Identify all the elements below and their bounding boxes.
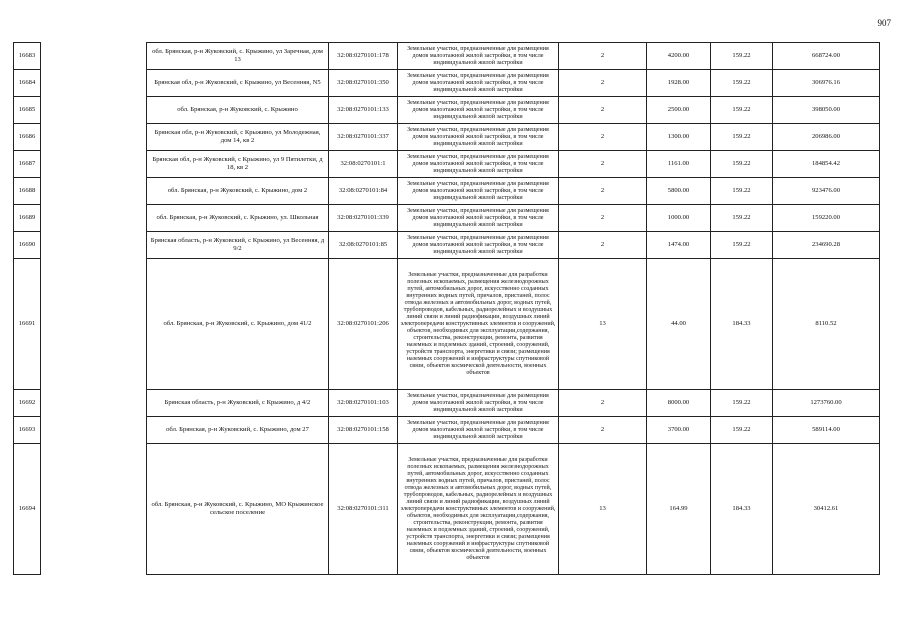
table-row [14, 124, 880, 151]
land-use-cell: Земельные участки, предназначенные для размещения домов малоэтажной жилой застройки, в том числе индивидуальной жилой застройки [398, 124, 559, 151]
group-cell: 2 [559, 70, 647, 97]
cadastral-value-cell: 159220.00 [773, 205, 880, 232]
group-cell: 2 [559, 390, 647, 417]
rate-cell: 159.22 [711, 232, 773, 259]
row-number: 16689 [14, 205, 41, 232]
rate-cell: 159.22 [711, 70, 773, 97]
cadastral-value-table [13, 42, 880, 575]
table-row [14, 151, 880, 178]
cadastral-number-cell: 32:08:0270101:337 [329, 124, 398, 151]
cadastral-value-cell: 306976.16 [773, 70, 880, 97]
spacer-cell [41, 232, 147, 259]
address-cell: обл. Брянская, р-н Жуковский, с. Крыжино, дом 41/2 [147, 259, 329, 390]
spacer-cell [41, 43, 147, 70]
group-cell: 2 [559, 124, 647, 151]
land-use-cell: Земельные участки, предназначенные для размещения домов малоэтажной жилой застройки, в том числе индивидуальной жилой застройки [398, 178, 559, 205]
cadastral-number-cell: 32:08:0270101:339 [329, 205, 398, 232]
land-use-cell: Земельные участки, предназначенные для разработки полезных ископаемых, размещения железнодорожных путей, автомобильных дорог, искусственно созданных внутренних водных путей, причалов, пристаней, полос отвода железных и автомобильных дорог, водных путей, трубопроводов, кабельных, радиорелейных и воздушных линий связи и линий радиофикации, воздушных линий электропередачи конструктивных элементов и сооружений, объектов, необходимых для эксплуатации,содержания, строительства, реконструкции, ремонта, развития наземных и подземных зданий, строений, сооружений, устройств транспорта, энергетики и связи; размещения наземных сооружений и инфраструктуры спутниковой связи, объектов космической деятельности, военных объектов [398, 259, 559, 390]
row-number: 16691 [14, 259, 41, 390]
rate-cell: 159.22 [711, 97, 773, 124]
spacer-cell [41, 444, 147, 575]
spacer-cell [41, 205, 147, 232]
rate-cell: 159.22 [711, 390, 773, 417]
cadastral-value-cell: 923476.00 [773, 178, 880, 205]
area-cell: 3700.00 [647, 417, 711, 444]
cadastral-value-cell: 589114.00 [773, 417, 880, 444]
row-number: 16688 [14, 178, 41, 205]
area-cell: 164.99 [647, 444, 711, 575]
cadastral-number-cell: 32:08:0270101:133 [329, 97, 398, 124]
land-use-cell: Земельные участки, предназначенные для размещения домов малоэтажной жилой застройки, в том числе индивидуальной жилой застройки [398, 70, 559, 97]
rate-cell: 159.22 [711, 417, 773, 444]
group-cell: 2 [559, 205, 647, 232]
cadastral-number-cell: 32:08:0270101:103 [329, 390, 398, 417]
area-cell: 5800.00 [647, 178, 711, 205]
rate-cell: 184.33 [711, 444, 773, 575]
spacer-cell [41, 390, 147, 417]
cadastral-number-cell: 32:08:0270101:350 [329, 70, 398, 97]
row-number: 16683 [14, 43, 41, 70]
spacer-cell [41, 151, 147, 178]
rate-cell: 159.22 [711, 151, 773, 178]
area-cell: 1928.00 [647, 70, 711, 97]
spacer-cell [41, 124, 147, 151]
row-number: 16684 [14, 70, 41, 97]
cadastral-value-cell: 8110.52 [773, 259, 880, 390]
address-cell: обл. Брянская, р-н Жуковский, с. Крыжино, ул. Школьная [147, 205, 329, 232]
area-cell: 1300.00 [647, 124, 711, 151]
row-number: 16693 [14, 417, 41, 444]
spacer-cell [41, 178, 147, 205]
land-use-cell: Земельные участки, предназначенные для размещения домов малоэтажной жилой застройки, в том числе индивидуальной жилой застройки [398, 97, 559, 124]
rate-cell: 159.22 [711, 124, 773, 151]
area-cell: 8000.00 [647, 390, 711, 417]
cadastral-value-cell: 1273760.00 [773, 390, 880, 417]
area-cell: 1474.00 [647, 232, 711, 259]
address-cell: обл. Брянская, р-н Жуковский, с. Крыжино, ул Заречная, дом 13 [147, 43, 329, 70]
spacer-cell [41, 259, 147, 390]
cadastral-number-cell: 32:08:0270101:158 [329, 417, 398, 444]
group-cell: 2 [559, 417, 647, 444]
cadastral-number-cell: 32:08:0270101:1 [329, 151, 398, 178]
area-cell: 4200.00 [647, 43, 711, 70]
cadastral-value-cell: 398050.00 [773, 97, 880, 124]
land-use-cell: Земельные участки, предназначенные для размещения домов малоэтажной жилой застройки, в том числе индивидуальной жилой застройки [398, 417, 559, 444]
area-cell: 44.00 [647, 259, 711, 390]
row-number: 16692 [14, 390, 41, 417]
rate-cell: 159.22 [711, 178, 773, 205]
table-row [14, 259, 880, 390]
area-cell: 1161.00 [647, 151, 711, 178]
address-cell: обл. Брянская, р-н Жуковский, с. Крыжино, дом 2 [147, 178, 329, 205]
address-cell: обл. Брянская, р-н Жуковский, с. Крыжино, МО Крыжинское сельское поселение [147, 444, 329, 575]
cadastral-value-cell: 206986.00 [773, 124, 880, 151]
cadastral-number-cell: 32:08:0270101:84 [329, 178, 398, 205]
area-cell: 1000.00 [647, 205, 711, 232]
cadastral-value-cell: 30412.61 [773, 444, 880, 575]
table-body [14, 43, 880, 575]
table-row [14, 417, 880, 444]
spacer-cell [41, 97, 147, 124]
land-use-cell: Земельные участки, предназначенные для размещения домов малоэтажной жилой застройки, в том числе индивидуальной жилой застройки [398, 43, 559, 70]
group-cell: 2 [559, 151, 647, 178]
table-row [14, 444, 880, 575]
rate-cell: 159.22 [711, 43, 773, 70]
cadastral-value-cell: 668724.00 [773, 43, 880, 70]
table-row [14, 43, 880, 70]
spacer-cell [41, 417, 147, 444]
group-cell: 13 [559, 444, 647, 575]
land-use-cell: Земельные участки, предназначенные для размещения домов малоэтажной жилой застройки, в том числе индивидуальной жилой застройки [398, 151, 559, 178]
address-cell: Брянская обл, р-н Жуковский, с Крыжино, ул 9 Пятилетки, д 18, кв 2 [147, 151, 329, 178]
land-use-cell: Земельные участки, предназначенные для размещения домов малоэтажной жилой застройки, в том числе индивидуальной жилой застройки [398, 205, 559, 232]
spacer-cell [41, 70, 147, 97]
table-row [14, 70, 880, 97]
cadastral-number-cell: 32:08:0270101:85 [329, 232, 398, 259]
address-cell: обл. Брянская, р-н Жуковский, с. Крыжино, дом 27 [147, 417, 329, 444]
land-use-cell: Земельные участки, предназначенные для разработки полезных ископаемых, размещения железнодорожных путей, автомобильных дорог, искусственно созданных внутренних водных путей, причалов, пристаней, полос отвода железных и автомобильных дорог, водных путей, трубопроводов, кабельных, радиорелейных и воздушных линий связи и линий радиофикации, воздушных линий электропередачи конструктивных элементов и сооружений, объектов, необходимых для эксплуатации,содержания, строительства, реконструкции, ремонта, развития наземных и подземных зданий, строений, сооружений, устройств транспорта, энергетики и связи; размещения наземных сооружений и инфраструктуры спутниковой связи, объектов космической деятельности, военных объектов [398, 444, 559, 575]
row-number: 16685 [14, 97, 41, 124]
table-row [14, 205, 880, 232]
address-cell: Брянская область, р-н Жуковский, с Крыжино, д 4/2 [147, 390, 329, 417]
table-row [14, 97, 880, 124]
cadastral-number-cell: 32:08:0270101:311 [329, 444, 398, 575]
area-cell: 2500.00 [647, 97, 711, 124]
address-cell: Брянская обл, р-н Жуковский, с Крыжино, ул Весенняя, N5 [147, 70, 329, 97]
table-row [14, 390, 880, 417]
table-row [14, 232, 880, 259]
row-number: 16686 [14, 124, 41, 151]
group-cell: 2 [559, 43, 647, 70]
cadastral-value-cell: 234690.28 [773, 232, 880, 259]
cadastral-number-cell: 32:08:0270101:206 [329, 259, 398, 390]
row-number: 16694 [14, 444, 41, 575]
cadastral-number-cell: 32:08:0270101:178 [329, 43, 398, 70]
land-use-cell: Земельные участки, предназначенные для размещения домов малоэтажной жилой застройки, в том числе индивидуальной жилой застройки [398, 232, 559, 259]
group-cell: 2 [559, 232, 647, 259]
rate-cell: 184.33 [711, 259, 773, 390]
group-cell: 2 [559, 97, 647, 124]
group-cell: 2 [559, 178, 647, 205]
address-cell: Брянская область, р-н Жуковский, с Крыжино, ул Весенняя, д 9/2 [147, 232, 329, 259]
address-cell: Брянская обл, р-н Жуковский, с Крыжино, ул Молодежная, дом 14, кв 2 [147, 124, 329, 151]
land-use-cell: Земельные участки, предназначенные для размещения домов малоэтажной жилой застройки, в том числе индивидуальной жилой застройки [398, 390, 559, 417]
group-cell: 13 [559, 259, 647, 390]
row-number: 16690 [14, 232, 41, 259]
address-cell: обл. Брянская, р-н Жуковский, с. Крыжино [147, 97, 329, 124]
cadastral-value-cell: 184854.42 [773, 151, 880, 178]
row-number: 16687 [14, 151, 41, 178]
rate-cell: 159.22 [711, 205, 773, 232]
table-row [14, 178, 880, 205]
page-number: 907 [877, 18, 891, 28]
